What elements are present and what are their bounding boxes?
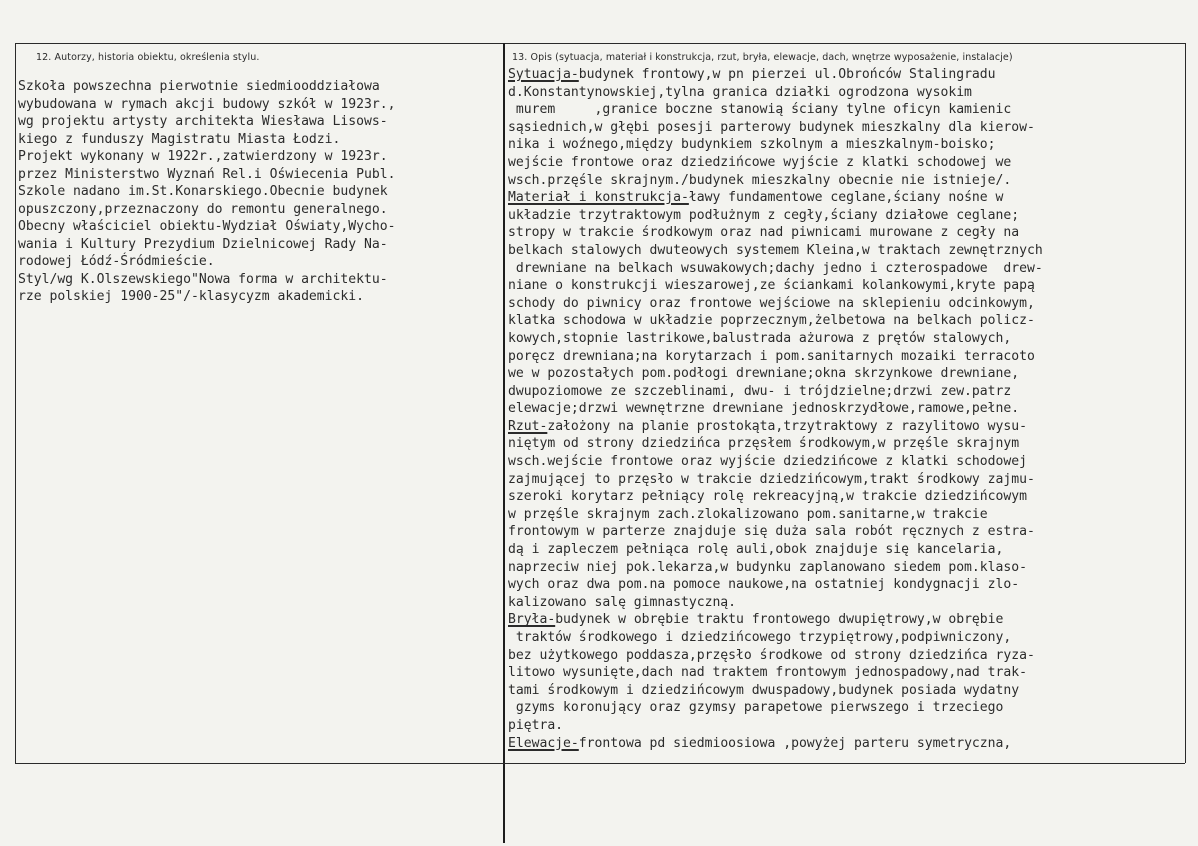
description-text: dwupoziomowe ze szczeblinami, dwu- i trójdzielne;drzwi zew.patrz [508, 383, 1012, 399]
description-text: d.Konstantynowskiej,tylna granica działki ogrodzona wysokim [508, 84, 972, 100]
description-text-line [508, 295, 1043, 313]
frame-top-rule [15, 43, 1186, 44]
description-text: szeroki korytarz pełniący rolę rekreacyjną,w trakcie dziedzińcowym [508, 489, 1027, 505]
description-text-line [508, 312, 1043, 330]
history-text-line: rodowej Łódź-Śródmieście. [18, 254, 215, 269]
description-text: w przęśle skrajnym zach.zlokalizowano pom.sanitarne,w trakcie [508, 506, 988, 522]
history-text-line: kiego z funduszy Magistratu Miasta Łodzi. [18, 131, 341, 147]
description-text-line [508, 699, 1043, 717]
description-text-line [508, 224, 1043, 242]
description-text-line [508, 541, 1043, 559]
description-text: niane o konstrukcji wieszarowej,ze ściankami kolankowymi,kryte papą [508, 278, 1035, 294]
description-text-line [508, 647, 1043, 665]
history-text-line: Styl/wg K.Olszewskiego"Nowa forma w architektu- [18, 271, 388, 287]
description-text: ławy fundamentowe ceglane,ściany nośne w [688, 190, 1004, 206]
description-text: schody do piwnicy oraz frontowe wejściowe na sklepieniu odcinkowym, [508, 295, 1035, 311]
description-text-line [508, 365, 1043, 383]
description-text-line [508, 488, 1043, 506]
section-head-label: Sytuacja- [508, 67, 579, 82]
description-text: elewacje;drzwi wewnętrzne drewniane jednoskrzydłowe,ramowe,pełne. [508, 401, 1020, 417]
description-text-line [508, 471, 1043, 489]
description-text-line [508, 435, 1043, 453]
description-text: wych oraz dwa pom.na pomoce naukowe,na ostatniej kondygnacji zlo- [508, 577, 1020, 593]
description-text-line [508, 189, 1043, 207]
column-divider [503, 43, 505, 843]
description-text-line [508, 506, 1043, 524]
description-text: wejście frontowe oraz dziedzińcowe wyjście z klatki schodowej we [508, 154, 1012, 170]
description-text: naprzeciw niej pok.lekarza,w budynku zaplanowano siedem pom.klaso- [508, 559, 1027, 575]
description-text: wsch.wejście frontowe oraz wyjście dziedzińcowe z klatki schodowej [508, 454, 1027, 470]
section-12-heading: 12. Autorzy, historia obiektu, określenia stylu. [36, 52, 260, 63]
description-text-line [508, 629, 1043, 647]
frame-right-rule [1185, 43, 1186, 763]
description-text: wsch.przęśle skrajnym./budynek mieszkalny obecnie nie istnieje/. [508, 172, 1012, 188]
description-text: tami środkowym i dziedzińcowym dwuspadowy,budynek posiada wydatny [508, 682, 1020, 698]
description-text: budynek w obrębie traktu frontowego dwupiętrowy,w obrębie [555, 612, 1004, 628]
description-text: we w pozostałych pom.podłogi drewniane;okna skrzynkowe drewniane, [508, 366, 1020, 382]
section-head-label: Bryła- [508, 612, 556, 628]
description-text: poręcz drewniana;na korytarzach i pom.sanitarnych mozaiki terracoto [508, 348, 1035, 364]
description-text-line [508, 348, 1043, 366]
description-text-line [508, 242, 1043, 260]
description-text: układzie trzytraktowym podłużnym z cegły,ściany działowe ceglane; [508, 207, 1020, 223]
section-head-label: Rzut- [508, 418, 548, 434]
description-text-line [508, 735, 1043, 753]
description-text: budynek frontowy,w pn pierzei ul.Obrońców Stalingradu [578, 67, 996, 82]
description-text-line [508, 576, 1043, 594]
description-text: drewniane na belkach wsuwakowych;dachy jedno i czterospadowe drew- [508, 260, 1043, 276]
description-text-line [508, 84, 1043, 102]
description-text-line [508, 559, 1043, 577]
section-head-label: Elewacje- [508, 735, 579, 751]
description-text: sąsiednich,w głębi posesji parterowy budynek mieszkalny dla kierow- [508, 119, 1035, 135]
description-text-line [508, 277, 1043, 295]
description-text: frontowym w parterze znajduje się duża sala robót ręcznych z estra- [508, 524, 1035, 540]
description-text-line [508, 207, 1043, 225]
history-text-line: opuszczony,przeznaczony do remontu generalnego. [18, 201, 388, 217]
description-text: bez użytkowego poddasza,przęsło środkowe od strony dziedzińca ryza- [508, 647, 1035, 663]
description-text-line [508, 136, 1043, 154]
description-text: belkach stalowych dwuteowych systemem Kleina,w traktach zewnętrznych [508, 242, 1043, 258]
description-text: piętra. [508, 717, 564, 733]
history-text-line: Szkole nadano im.St.Konarskiego.Obecnie budynek [18, 184, 388, 199]
description-text-line [508, 611, 1043, 629]
description-text-line [508, 594, 1043, 612]
description-text-line [508, 260, 1043, 278]
description-text-line [508, 383, 1043, 401]
description-text: stropy w trakcie środkowym oraz nad piwnicami murowane z cegły na [508, 225, 1020, 241]
description-text: murem ,granice boczne stanowią ściany tylne oficyn kamienic [508, 102, 1012, 118]
description-text-column [508, 66, 1043, 752]
history-text-line: wg projektu artysty architekta Wiesława Lisows- [18, 114, 388, 129]
description-text: litowo wysunięte,dach nad traktem frontowym jednospadowy,nad trak- [508, 665, 1027, 681]
description-text: dą i zapleczem pełniąca rolę auli,obok znajduje się kancelaria, [508, 542, 1004, 558]
description-text-line [508, 330, 1043, 348]
history-text-line: przez Ministerstwo Wyznań Rel.i Oświecenia Publ. [18, 166, 396, 182]
frame-bottom-rule [15, 763, 1185, 764]
description-text-line [508, 523, 1043, 541]
description-text: frontowa pd siedmioosiowa ,powyżej parteru symetryczna, [578, 735, 1012, 751]
history-text-line: rze polskiej 1900-25"/-klasycyzm akademicki. [18, 289, 364, 304]
description-text-line [508, 101, 1043, 119]
description-text-line [508, 664, 1043, 682]
history-text-line: Projekt wykonany w 1922r.,zatwierdzony w 1923r. [18, 149, 388, 164]
section-13-heading: 13. Opis (sytuacja, materiał i konstrukcja, rzut, bryła, elewacje, dach, wnętrze wyposażenie, instalacje) [512, 52, 1013, 63]
description-text: kalizowano salę gimnastyczną. [508, 594, 737, 610]
description-text-line [508, 66, 1043, 84]
history-text-line: wybudowana w rymach akcji budowy szkół w 1923r., [18, 96, 396, 112]
description-text: niętym od strony dziedzińca przęsłem środkowym,w przęśle skrajnym [508, 436, 1020, 452]
description-text-line [508, 418, 1043, 436]
description-text: klatka schodowa w układzie poprzecznym,żelbetowa na belkach policz- [508, 313, 1035, 329]
history-text-line: Obecny właściciel obiektu-Wydział Oświaty,Wycho- [18, 219, 396, 234]
description-text: założony na planie prostokąta,trzytraktowy z razylitowo wysu- [547, 418, 1027, 434]
description-text-line [508, 453, 1043, 471]
description-text-line [508, 682, 1043, 700]
description-text-line [508, 400, 1043, 418]
section-head-label: Materiał i konstrukcja- [508, 190, 689, 206]
history-text-line: wania i Kultury Prezydium Dzielnicowej Rady Na- [18, 236, 388, 252]
description-text: traktów środkowego i dziedzińcowego trzypiętrowy,podpiwniczony, [508, 630, 1012, 645]
description-text: kowych,stopnie lastrikowe,balustrada ażurowa z prętów stalowych, [508, 330, 1012, 346]
description-text: zajmującej to przęsło w trakcie dziedzińcowym,trakt środkowy zajmu- [508, 471, 1035, 487]
description-text: nika i woźnego,między budynkiem szkolnym a mieszkalnym-boisko; [508, 137, 996, 153]
history-text-column [18, 78, 395, 306]
description-text-line [508, 172, 1043, 190]
description-text-line [508, 717, 1043, 735]
frame-left-rule [15, 43, 16, 763]
history-text-line: Szkoła powszechna pierwotnie siedmiooddziałowa [18, 79, 380, 94]
description-text-line [508, 119, 1043, 137]
description-text: gzyms koronujący oraz gzymsy parapetowe pierwszego i trzeciego [508, 700, 1004, 716]
description-text-line [508, 154, 1043, 172]
